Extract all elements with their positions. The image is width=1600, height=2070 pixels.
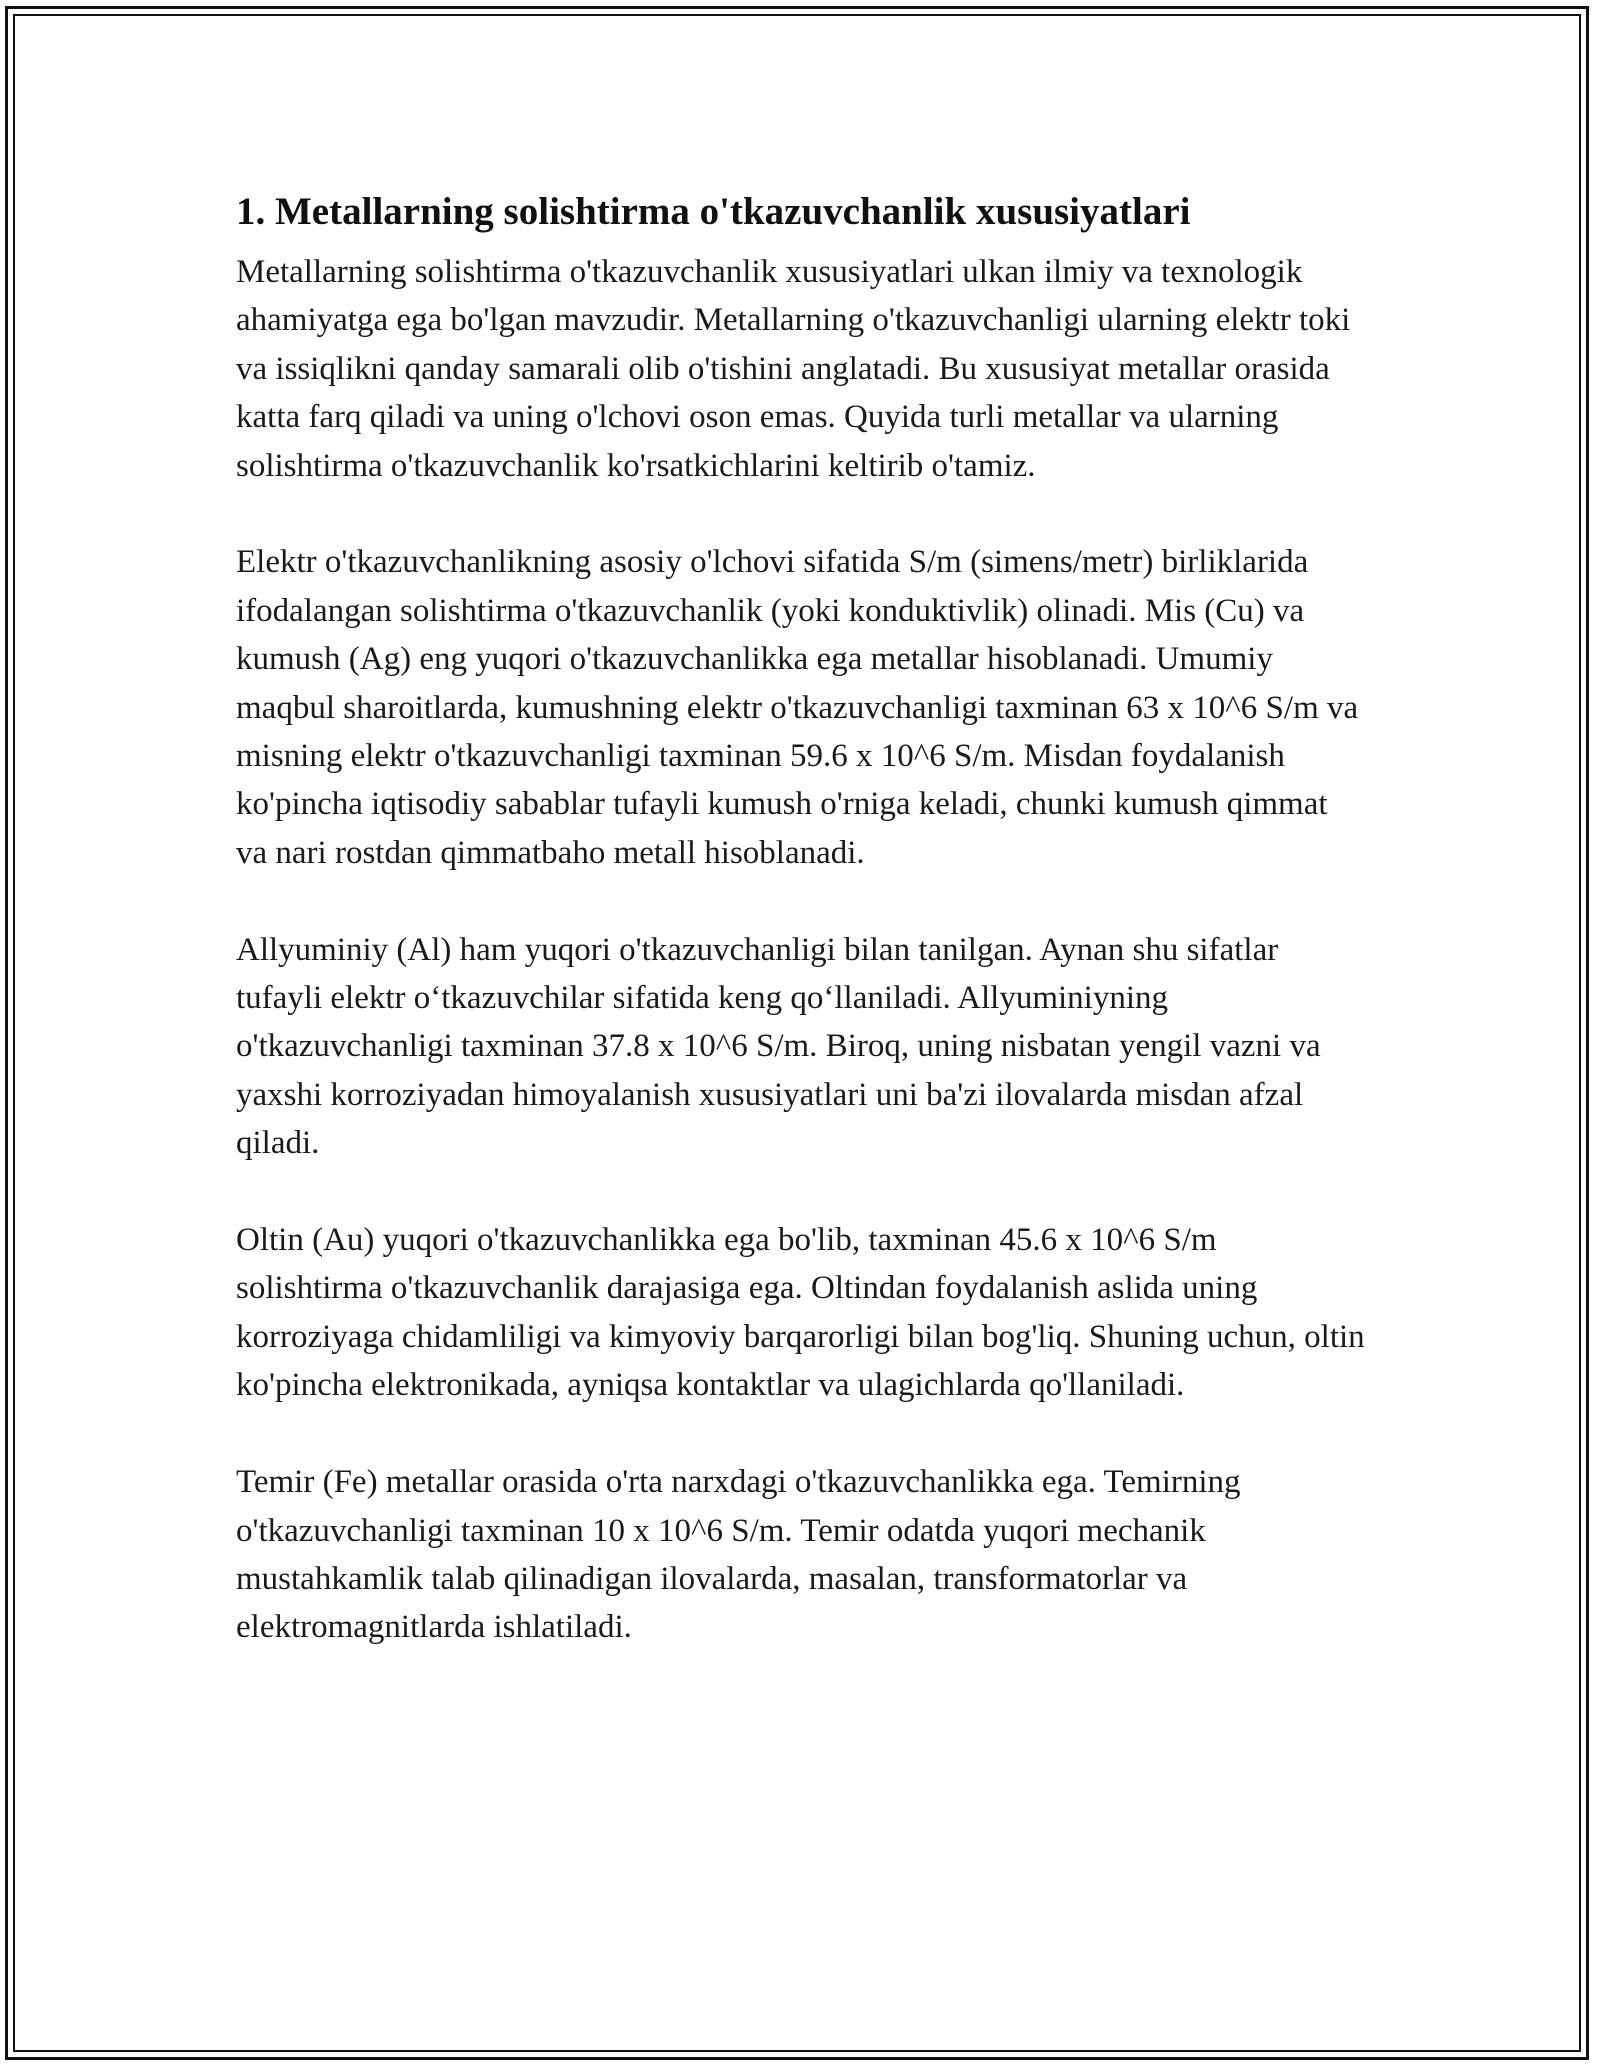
- paragraph-gold: Oltin (Au) yuqori o'tkazuvchanlikka ega bo'lib, taxminan 45.6 x 10^6 S/m solishtirma o'tkazuvchanlik darajasiga ega. Oltindan foydalanish aslida uning korroziyaga chidamliligi va kimyoviy barqarorligi bilan bog'liq. Shuning uchun, oltin ko'pincha elektronikada, ayniqsa kontaktlar va ulagichlarda qo'llaniladi.: [236, 1222, 1365, 1404]
- paragraph-intro: Metallarning solishtirma o'tkazuvchanlik xususiyatlari ulkan ilmiy va texnologik ahamiyatga ega bo'lgan mavzudir. Metallarning o'tkazuvchanligi ularning elektr toki va issiqlikni qanday samarali olib o'tishini anglatadi. Bu xususiyat metallar orasida katta farq qiladi va uning o'lchovi oson emas. Quyida turli metallar va ularning solishtirma o'tkazuvchanlik ko'rsatkichlarini keltirib o'tamiz.: [236, 254, 1351, 484]
- document-body: [236, 186, 1366, 1700]
- paragraph-copper-silver: Elektr o'tkazuvchanlikning asosiy o'lchovi sifatida S/m (simens/metr) birliklarida ifodalangan solishtirma o'tkazuvchanlik (yoki konduktivlik) olinadi. Mis (Cu) va kumush (Ag) eng yuqori o'tkazuvchanlikka ega metallar hisoblanadi. Umumiy maqbul sharoitlarda, kumushning elektr o'tkazuvchanligi taxminan 63 x 10^6 S/m va misning elektr o'tkazuvchanligi taxminan 59.6 x 10^6 S/m. Misdan foydalanish ko'pincha iqtisodiy sabablar tufayli kumush o'rniga keladi, chunki kumush qimmat va nari rostdan qimmatbaho metall hisoblanadi.: [236, 544, 1359, 871]
- paragraph-iron: Temir (Fe) metallar orasida o'rta narxdagi o'tkazuvchanlikka ega. Temirning o'tkazuvchanligi taxminan 10 x 10^6 S/m. Temir odatda yuqori mechanik mustahkamlik talab qilinadigan ilovalarda, masalan, transformatorlar va elektromagnitlarda ishlatiladi.: [236, 1464, 1241, 1646]
- section-title: 1. Metallarning solishtirma o'tkazuvchanlik xususiyatlari: [236, 190, 1191, 233]
- paragraph-aluminium: Allyuminiy (Al) ham yuqori o'tkazuvchanligi bilan tanilgan. Aynan shu sifatlar tufayli elektr o‘tkazuvchilar sifatida keng qo‘llaniladi. Allyuminiyning o'tkazuvchanligi taxminan 37.8 x 10^6 S/m. Biroq, uning nisbatan yengil vazni va yaxshi korroziyadan himoyalanish xususiyatlari uni ba'zi ilovalarda misdan afzal qiladi.: [236, 931, 1321, 1162]
